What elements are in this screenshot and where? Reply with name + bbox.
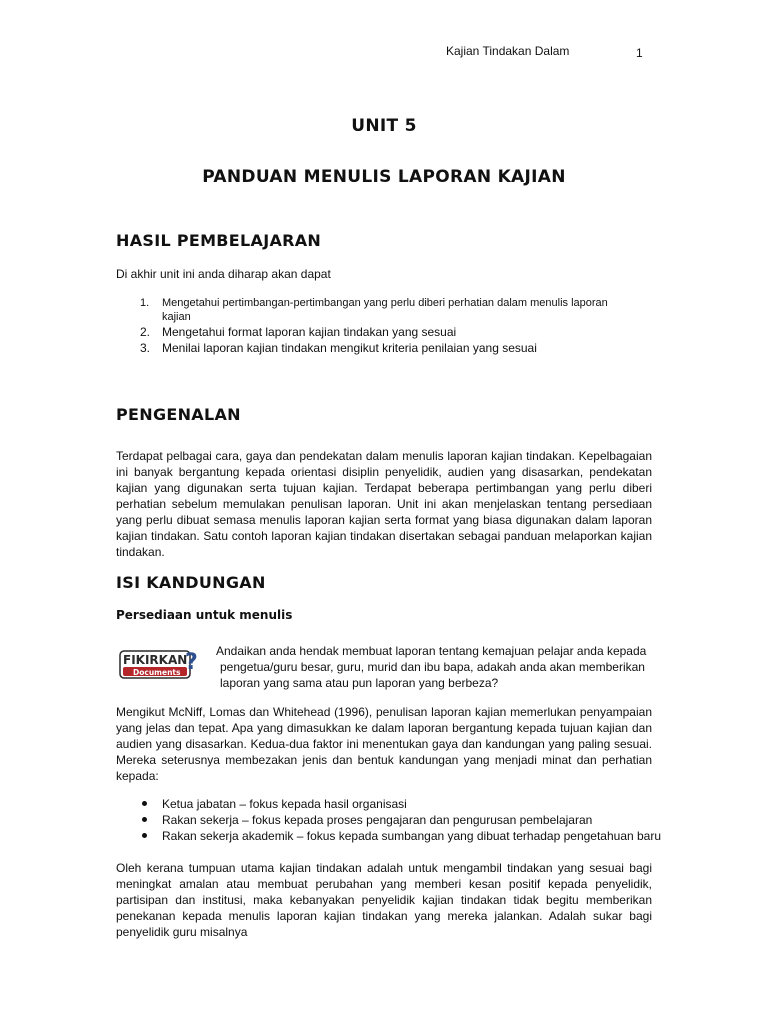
page-number: 1 bbox=[636, 46, 643, 60]
list-number: 1. bbox=[140, 297, 150, 309]
list-text: Menilai laporan kajian tindakan mengikut kriteria penilaian yang sesuai bbox=[162, 341, 537, 355]
hasil-intro: Di akhir unit ini anda diharap akan dapat bbox=[116, 267, 331, 281]
think-line: pengetua/guru besar, guru, murid dan ibu bapa, adakah anda akan memberikan bbox=[220, 660, 645, 674]
list-number: 2. bbox=[140, 325, 151, 339]
bullet-text: Ketua jabatan – fokus kepada hasil organisasi bbox=[162, 797, 407, 811]
bullet-icon bbox=[142, 833, 147, 838]
pengenalan-paragraph: Terdapat pelbagai cara, gaya dan pendekatan dalam menulis laporan kajian tindakan. Kepelbagaian ini banyak bergantung kepada orientasi disiplin penyelidik, audien yang disasarkan, pendekatan kajian yang digunakan serta tujuan kajian. Terdapat beberapa pertimbangan yang perlu diberi perhatian sebelum memulakan penulisan laporan. Unit ini akan menjelaskan tentang persediaan yang perlu dibuat semasa menulis laporan kajian serta format yang biasa digunakan dalam laporan kajian tindakan. Satu contoh laporan kajian tindakan disertakan sebagai panduan melaporkan kajian tindakan. bbox=[116, 449, 652, 559]
logo-title: FIKIRKAN bbox=[123, 653, 188, 667]
isi-paragraph-2: Oleh kerana tumpuan utama kajian tindakan adalah untuk mengambil tindakan yang sesuai bagi meningkat amalan atau membuat perubahan yang memberi kesan positif kepada penyelidik, partisipan dan institusi, maka kebanyakan penyelidik kajian tindakan tidak begitu memberikan penekanan kepada menulis laporan kajian tindakan yang mereka jalankan. Adalah sukar bagi penyelidik guru misalnya bbox=[116, 861, 652, 939]
heading-pengenalan: PENGENALAN bbox=[116, 405, 241, 424]
list-item bbox=[140, 296, 660, 324]
bullet-icon bbox=[142, 817, 147, 822]
heading-hasil-pembelajaran: HASIL PEMBELAJARAN bbox=[116, 231, 322, 250]
bullet-icon bbox=[142, 801, 147, 806]
think-line: Andaikan anda hendak membuat laporan tentang kemajuan pelajar anda kepada bbox=[216, 644, 647, 658]
bullet-item bbox=[140, 828, 680, 844]
question-mark-icon: ? bbox=[185, 650, 198, 675]
logo-subtitle: Documents bbox=[133, 668, 181, 677]
heading-isi-kandungan: ISI KANDUNGAN bbox=[116, 573, 266, 592]
audience-bullet-list bbox=[140, 796, 680, 844]
isi-paragraph-1: Mengikut McNiff, Lomas dan Whitehead (1996), penulisan laporan kajian memerlukan penyampaian yang jelas dan tepat. Apa yang dimasukkan ke dalam laporan bergantung kepada tujuan kajian dan audien yang disasarkan. Kedua-dua faktor ini menentukan gaya dan kandungan yang paling sesuai. Mereka seterusnya membezakan jenis dan bentuk kandungan yang menjadi minat dan perhatian kepada: bbox=[116, 705, 652, 783]
bullet-item bbox=[140, 796, 680, 812]
list-item bbox=[140, 340, 660, 356]
list-text: Mengetahui format laporan kajian tindakan yang sesuai bbox=[162, 325, 457, 339]
subheading-persediaan: Persediaan untuk menulis bbox=[116, 608, 293, 622]
bullet-text: Rakan sekerja – fokus kepada proses pengajaran dan pengurusan pembelajaran bbox=[162, 813, 593, 827]
objectives-list bbox=[140, 296, 660, 356]
think-prompt bbox=[216, 643, 656, 691]
unit-title: UNIT 5 bbox=[351, 116, 417, 136]
fikirkan-logo bbox=[119, 645, 205, 679]
list-number: 3. bbox=[140, 341, 151, 355]
list-text: Mengetahui pertimbangan-pertimbangan yang perlu diberi perhatian dalam menulis laporan kajian bbox=[162, 297, 608, 323]
running-header: Kajian Tindakan Dalam bbox=[446, 44, 570, 58]
list-item bbox=[140, 324, 660, 340]
main-title: PANDUAN MENULIS LAPORAN KAJIAN bbox=[202, 167, 566, 187]
bullet-text: Rakan sekerja akademik – fokus kepada sumbangan yang dibuat terhadap pengetahuan baru bbox=[162, 829, 662, 843]
bullet-item bbox=[140, 812, 680, 828]
think-line: laporan yang sama atau pun laporan yang berbeza? bbox=[220, 676, 499, 690]
